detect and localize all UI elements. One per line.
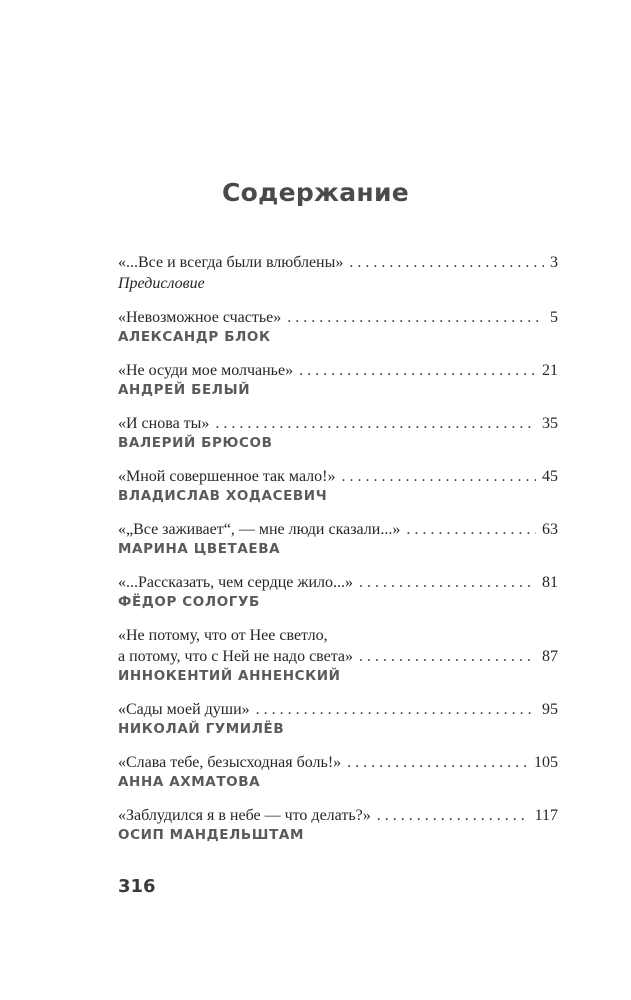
toc-line xyxy=(118,752,558,773)
toc-entry xyxy=(118,752,558,792)
entry-title-line-1: «Не потому, что от Нее светло, xyxy=(118,627,328,644)
page-title: Содержание xyxy=(221,178,410,207)
toc-line xyxy=(118,466,558,487)
page-number: 35 xyxy=(542,415,558,432)
toc-entry xyxy=(118,252,558,294)
page-number: 21 xyxy=(542,362,558,379)
toc-entry xyxy=(118,307,558,347)
entry-author: АНДРЕЙ БЕЛЫЙ xyxy=(118,382,251,398)
entry-title: а потому, что с Ней не надо света» xyxy=(118,648,354,665)
entry-author: НИКОЛАЙ ГУМИЛЁВ xyxy=(118,721,285,737)
toc-entry xyxy=(118,805,558,845)
dot-leader xyxy=(299,360,536,381)
page-number: 81 xyxy=(542,574,558,591)
table-of-contents xyxy=(118,252,558,858)
dot-leader xyxy=(377,805,529,826)
dot-leader xyxy=(349,252,544,273)
entry-author: ФЁДОР СОЛОГУБ xyxy=(118,594,260,610)
page-number: 3 xyxy=(550,254,558,271)
page-number: 63 xyxy=(542,521,558,538)
dot-leader xyxy=(256,699,536,720)
page-number: 87 xyxy=(542,648,558,665)
entry-author: АННА АХМАТОВА xyxy=(118,774,261,790)
toc-entry xyxy=(118,360,558,400)
entry-title: «...Рассказать, чем сердце жило...» xyxy=(118,574,353,591)
entry-author: ИННОКЕНТИЙ АННЕНСКИЙ xyxy=(118,668,341,684)
entry-author: ОСИП МАНДЕЛЬШТАМ xyxy=(118,827,304,843)
entry-title: «И снова ты» xyxy=(118,415,210,432)
toc-line xyxy=(118,252,558,273)
toc-entry xyxy=(118,625,558,686)
dot-leader xyxy=(342,466,537,487)
toc-line xyxy=(118,572,558,593)
dot-leader xyxy=(347,752,528,773)
page-number: 5 xyxy=(550,309,558,326)
page-number: 45 xyxy=(542,468,558,485)
toc-line xyxy=(118,646,558,667)
toc-line xyxy=(118,413,558,434)
toc-line xyxy=(118,360,558,381)
entry-author: МАРИНА ЦВЕТАЕВА xyxy=(118,541,281,557)
entry-title: «Мной совершенное так мало!» xyxy=(118,468,336,485)
dot-leader xyxy=(359,646,536,667)
entry-author: ВАЛЕРИЙ БРЮСОВ xyxy=(118,435,273,451)
toc-line xyxy=(118,805,558,826)
entry-title: «Слава тебе, безысходная боль!» xyxy=(118,754,342,771)
dot-leader xyxy=(359,572,536,593)
page-number: 105 xyxy=(534,754,558,771)
toc-entry xyxy=(118,699,558,739)
toc-entry xyxy=(118,572,558,612)
toc-line xyxy=(118,307,558,328)
dot-leader xyxy=(287,307,544,328)
entry-author: ВЛАДИСЛАВ ХОДАСЕВИЧ xyxy=(118,488,328,504)
entry-title: «„Все заживает“, — мне люди сказали...» xyxy=(118,521,401,538)
entry-title: «Заблудился я в небе — что делать?» xyxy=(118,807,371,824)
toc-entry xyxy=(118,519,558,559)
dot-leader xyxy=(215,413,536,434)
toc-entry xyxy=(118,413,558,453)
entry-note: Предисловие xyxy=(118,275,205,292)
toc-line xyxy=(118,699,558,720)
entry-title: «Не осуди мое молчанье» xyxy=(118,362,294,379)
entry-author: АЛЕКСАНДР БЛОК xyxy=(118,329,271,345)
page-folio: 316 xyxy=(118,876,156,897)
toc-line xyxy=(118,519,558,540)
entry-title: «Невозможное счастье» xyxy=(118,309,282,326)
entry-title: «Сады моей души» xyxy=(118,701,250,718)
page-number: 95 xyxy=(542,701,558,718)
dot-leader xyxy=(406,519,536,540)
entry-title: «...Все и всегда были влюблены» xyxy=(118,254,344,271)
page-number: 117 xyxy=(534,807,558,824)
toc-entry xyxy=(118,466,558,506)
